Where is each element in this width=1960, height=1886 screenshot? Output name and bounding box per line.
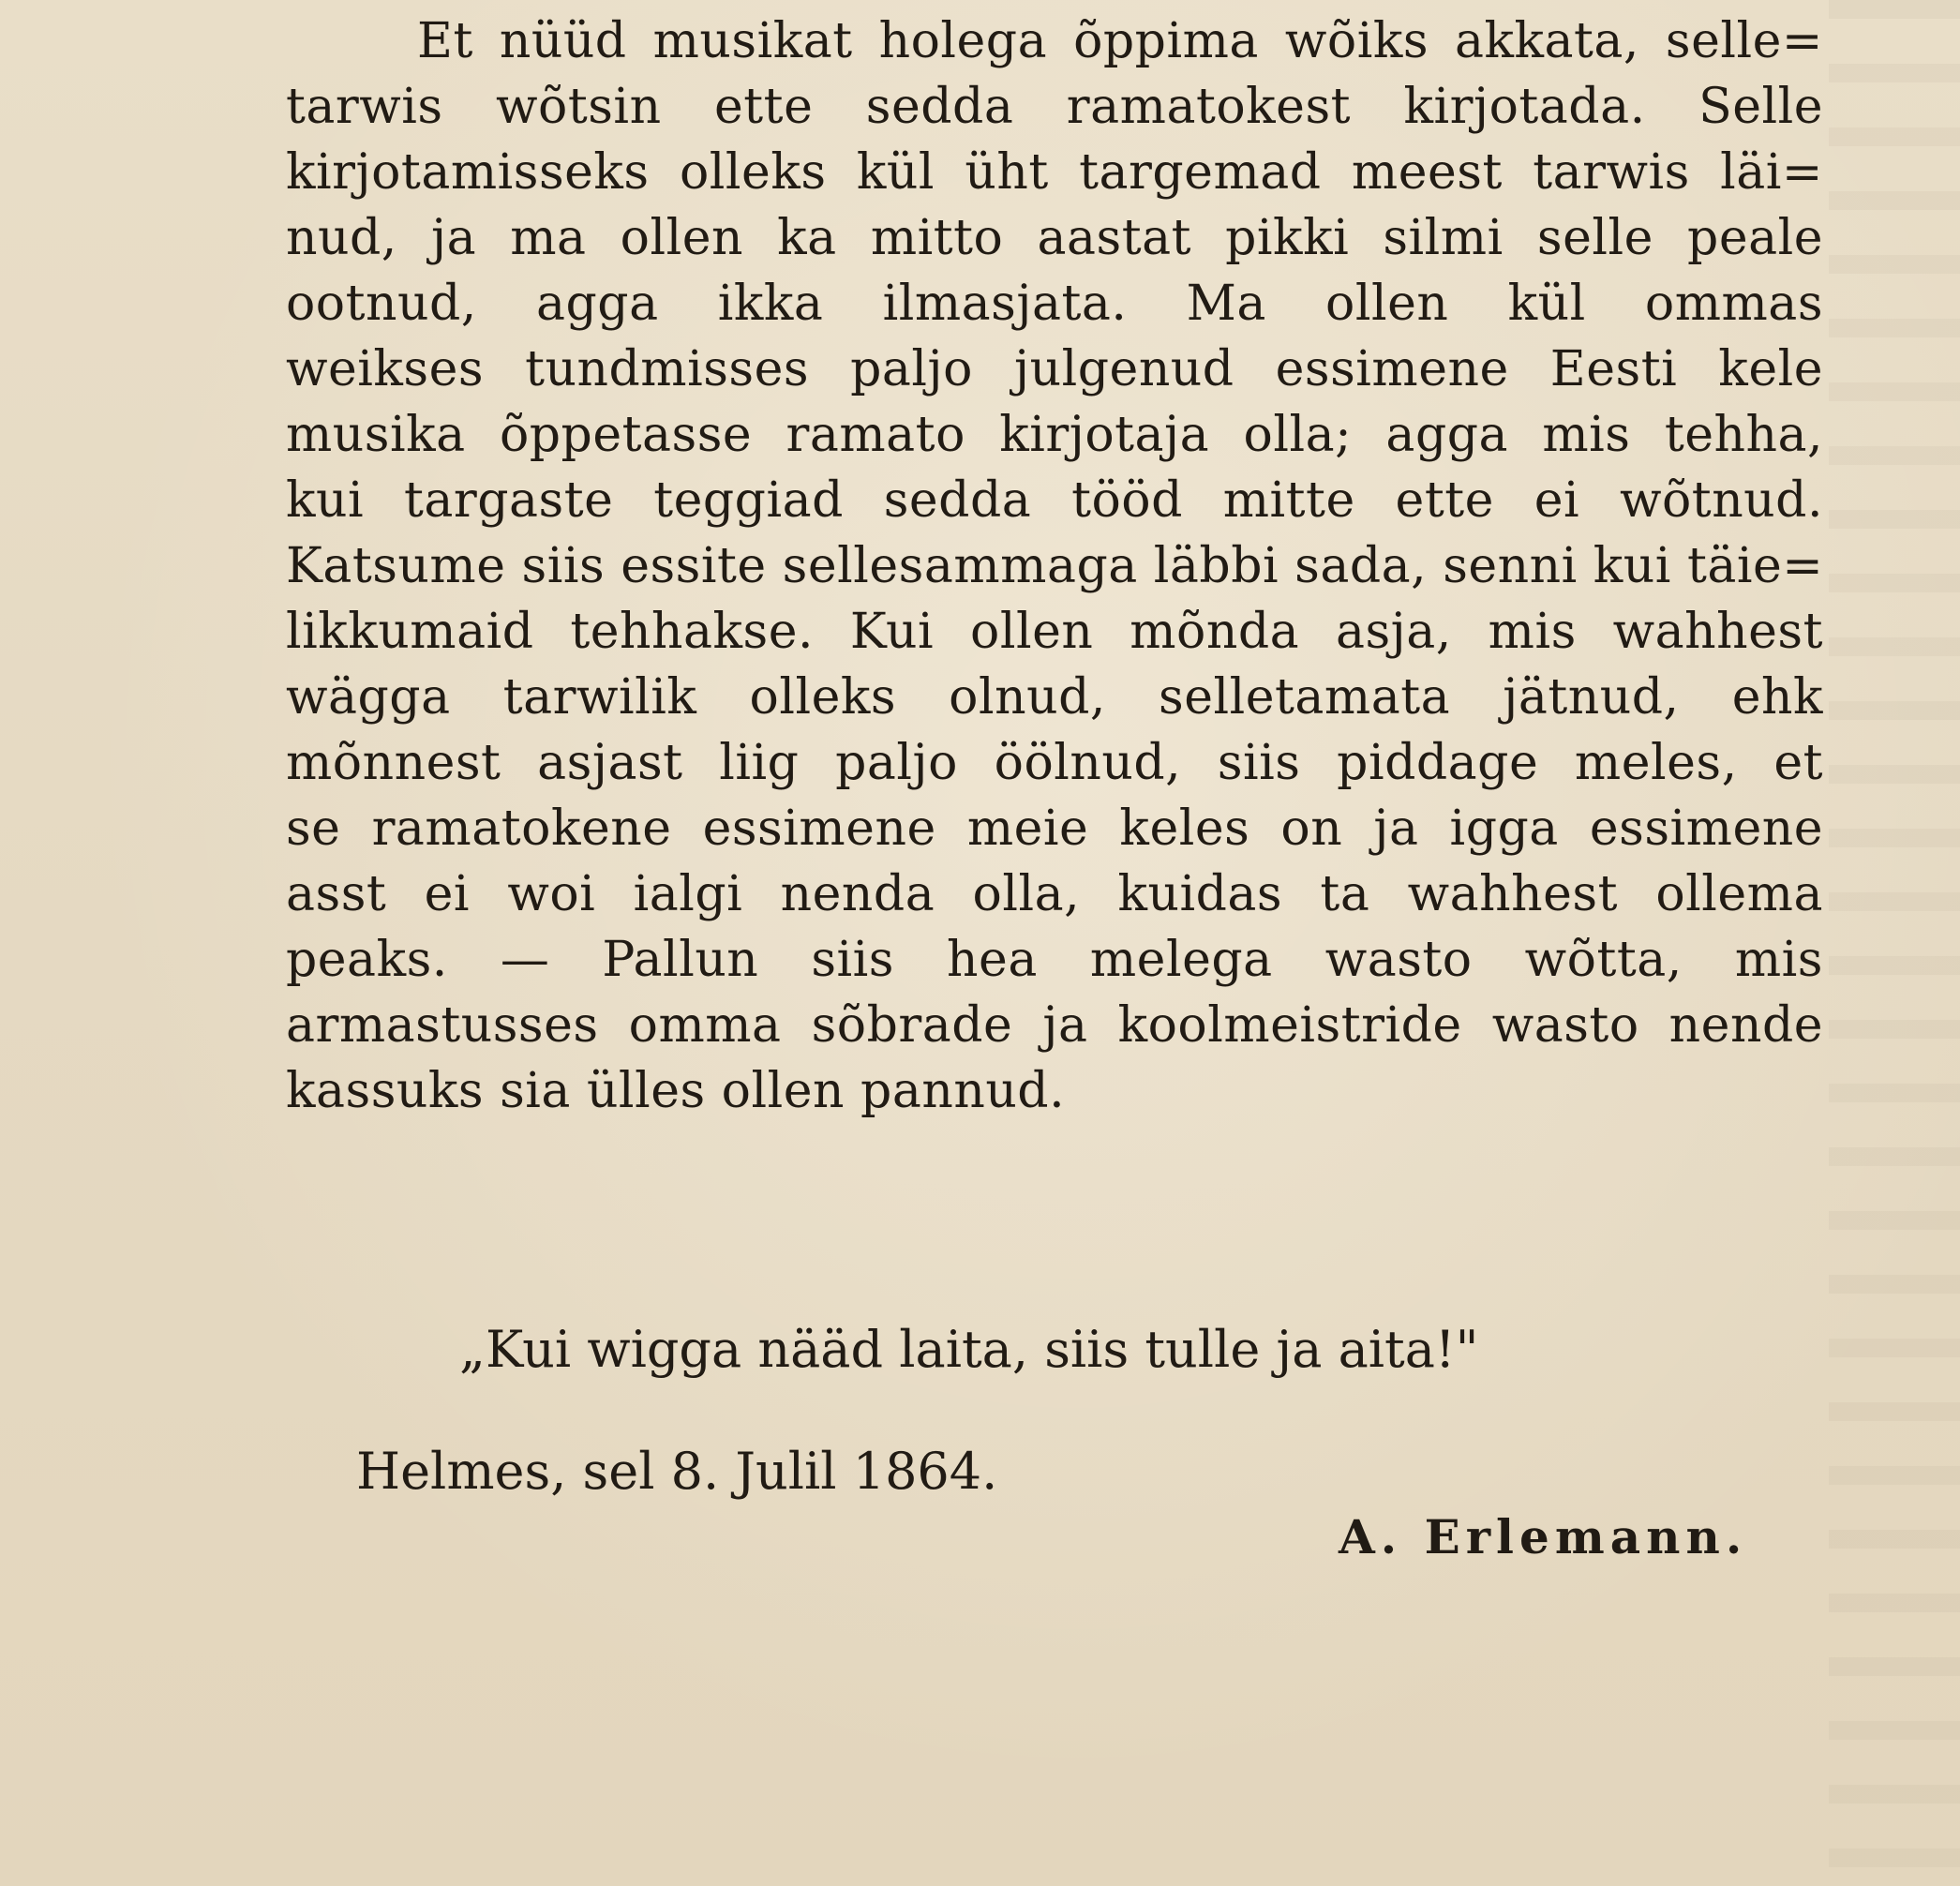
place-and-date: Helmes, sel 8. Julil 1864. [356, 1442, 998, 1501]
text-line: Et nüüd musikat holega õppima wõiks akkata, selle= [417, 13, 1823, 69]
text-line: kirjotamisseks olleks kül üht targemad meest tarwis läi= [286, 144, 1823, 201]
author-signature: A. Erlemann. [1339, 1509, 1748, 1564]
text-line: ootnud, agga ikka ilmasjata. Ma ollen kül ommas [286, 276, 1823, 332]
text-line: asst ei woi ialgi nenda olla, kuidas ta wahhest ollema [286, 866, 1823, 922]
text-line: wägga tarwilik olleks olnud, selletamata jätnud, ehk [286, 669, 1823, 726]
text-line: mõnnest asjast liig paljo öölnud, siis piddage meles, et [286, 735, 1823, 791]
text-line: kassuks sia ülles ollen pannud. [286, 1063, 1066, 1119]
text-line: Katsume siis essite sellesammaga läbbi sada, senni kui täie= [286, 538, 1824, 594]
text-line: tarwis wõtsin ette sedda ramatokest kirjotada. Selle [286, 79, 1823, 135]
text-line: peaks. — Pallun siis hea melega wasto wõtta, mis [286, 932, 1823, 988]
text-line: nud, ja ma ollen ka mitto aastat pikki silmi selle peale [286, 210, 1823, 266]
show-through-text [1829, 0, 1960, 1886]
motto-quote: „Kui wigga nääd laita, siis tulle ja aita!" [459, 1320, 1479, 1379]
text-line: likkumaid tehhakse. Kui ollen mõnda asja, mis wahhest [286, 604, 1823, 660]
text-line: musika õppetasse ramato kirjotaja olla; agga mis tehha, [286, 407, 1823, 463]
text-line: kui targaste teggiad sedda tööd mitte ette ei wõtnud. [286, 472, 1823, 529]
text-line: armastusses omma sõbrade ja koolmeistride wasto nende [286, 997, 1823, 1054]
text-line: se ramatokene essimene meie keles on ja igga essimene [286, 801, 1823, 857]
text-line: weikses tundmisses paljo julgenud essimene Eesti kele [286, 341, 1823, 397]
